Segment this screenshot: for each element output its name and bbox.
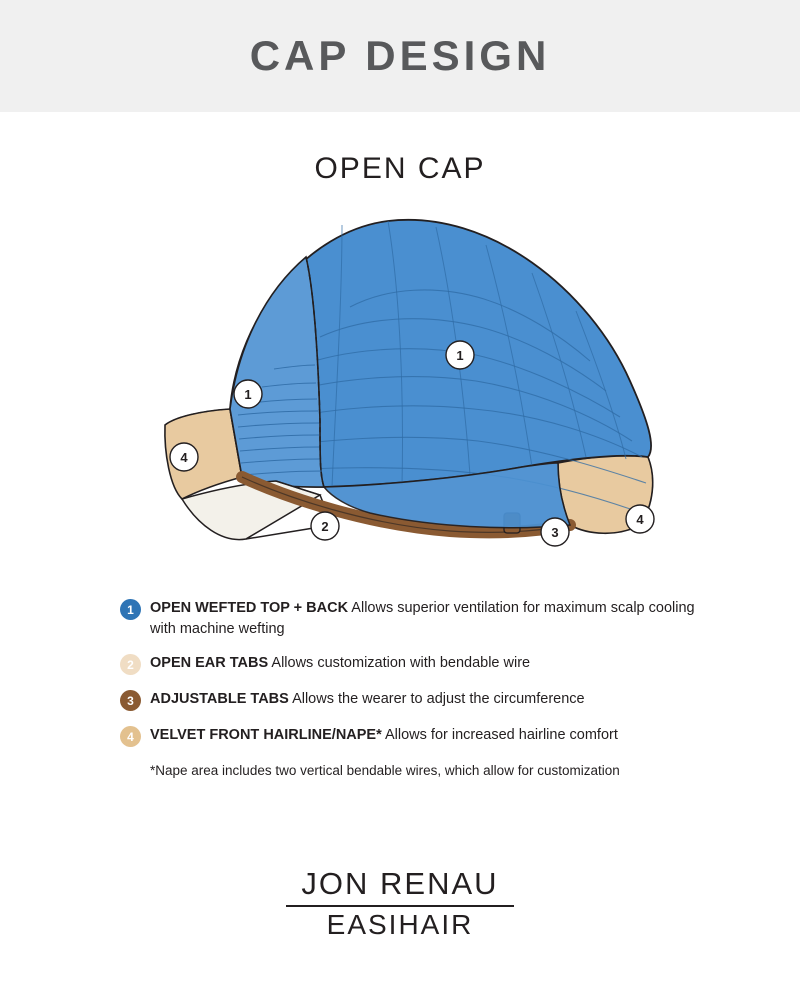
legend-footnote: *Nape area includes two vertical bendable wires, which allow for customization [150, 763, 620, 779]
marker-nape-label: 4 [636, 512, 644, 527]
legend-text-4 [150, 725, 618, 746]
brand-divider [286, 905, 514, 907]
legend-item-3 [120, 689, 720, 711]
legend-title-2: OPEN EAR TABS [150, 655, 269, 672]
legend-item-1 [120, 598, 720, 639]
page-title: CAP DESIGN [249, 32, 551, 79]
marker-adjust-tab-label: 3 [551, 525, 559, 540]
legend-badge-3: 3 [120, 690, 141, 711]
front-panel [230, 257, 324, 487]
marker-adjust-tab [541, 518, 569, 546]
marker-ear-tab-label: 2 [321, 519, 329, 534]
cap-diagram [70, 195, 730, 585]
legend-title-4: VELVET FRONT HAIRLINE/NAPE* [150, 727, 382, 744]
marker-top-label: 1 [456, 348, 464, 363]
marker-ear-tab [311, 512, 339, 540]
legend-desc-4: Allows for increased hairline comfort [384, 727, 618, 744]
header-band [0, 0, 800, 112]
legend-item-4 [120, 725, 720, 747]
marker-front [234, 380, 262, 408]
brand-logo [0, 866, 800, 941]
legend-desc-2: Allows customization with bendable wire [271, 655, 531, 672]
legend-text-1 [150, 598, 720, 639]
marker-ear-front [170, 443, 198, 471]
legend-badge-1: 1 [120, 599, 141, 620]
legend-desc-1: Allows superior ventilation for maximum scalp cooling with machine wefting [150, 600, 695, 637]
legend-text-3 [150, 689, 585, 710]
legend-title-3: ADJUSTABLE TABS [150, 691, 289, 708]
marker-front-label: 1 [244, 387, 252, 402]
legend-item-2 [120, 653, 720, 675]
cap-illustration [70, 195, 730, 585]
legend-badge-4: 4 [120, 726, 141, 747]
section-title: OPEN CAP [314, 152, 486, 185]
brand-subname: EASIHAIR [326, 909, 474, 940]
legend-text-2 [150, 653, 530, 674]
legend-desc-3: Allows the wearer to adjust the circumference [292, 691, 585, 708]
marker-nape [626, 505, 654, 533]
legend-list [120, 598, 720, 781]
brand-name: JON RENAU [301, 866, 499, 901]
legend-title-1: OPEN WEFTED TOP + BACK [150, 600, 349, 616]
marker-ear-front-label: 4 [180, 450, 188, 465]
marker-top [446, 341, 474, 369]
legend-badge-2: 2 [120, 654, 141, 675]
